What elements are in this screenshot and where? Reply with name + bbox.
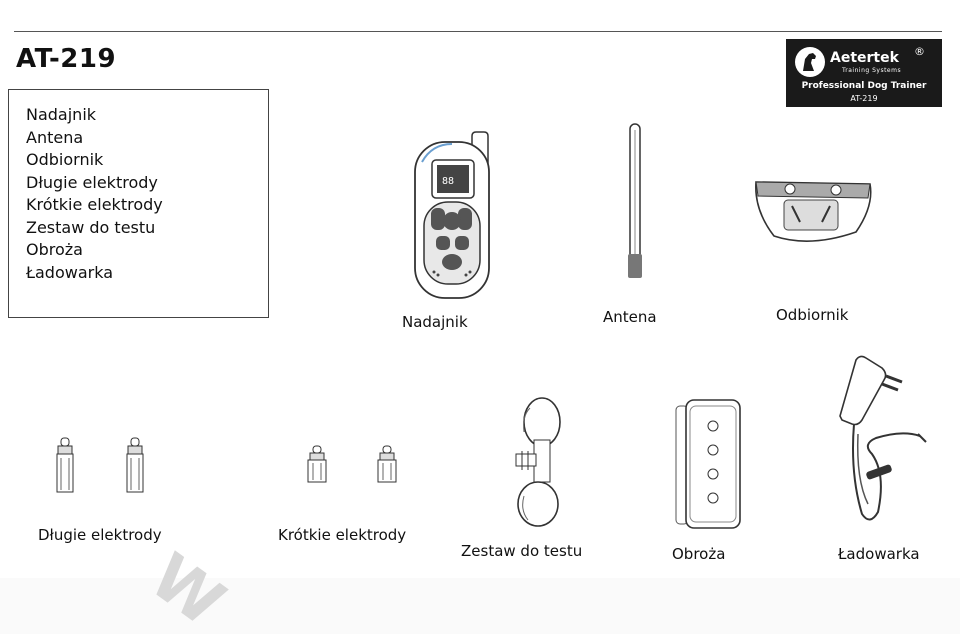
list-item: Zestaw do testu (26, 217, 156, 237)
contents-list-box (8, 89, 269, 318)
logo-subtitle: Professional Dog Trainer (801, 81, 927, 91)
caption-receiver: Odbiornik (776, 306, 849, 324)
list-item: Ładowarka (26, 262, 113, 282)
caption-collar: Obroża (672, 545, 726, 563)
transmitter-image (412, 132, 496, 302)
svg-text:88: 88 (442, 176, 455, 187)
model-title: AT-219 (16, 44, 117, 74)
list-item: Krótkie elektrody (26, 195, 163, 214)
list-item: Antena (26, 127, 84, 147)
caption-charger: Ładowarka (838, 545, 920, 563)
caption-short-electrodes: Krótkie elektrody (278, 526, 407, 544)
list-item: Obroża (26, 240, 83, 259)
watermark-graphic: W (136, 540, 238, 641)
brand-logo (786, 39, 942, 107)
caption-antenna: Antena (603, 308, 657, 326)
collar-image (672, 398, 744, 532)
antenna-image (624, 124, 646, 280)
logo-model: AT-219 (850, 94, 878, 103)
receiver-image (750, 176, 876, 246)
list-item: Odbiornik (26, 150, 104, 169)
short-electrodes-image (304, 446, 398, 484)
list-item: Długie elektrody (26, 172, 158, 192)
caption-transmitter: Nadajnik (402, 313, 468, 331)
caption-long-electrodes: Długie elektrody (38, 526, 162, 544)
long-electrodes-image (52, 438, 152, 494)
logo-tagline: Training Systems (842, 67, 902, 74)
test-kit-image (508, 396, 562, 528)
list-item: Nadajnik (26, 105, 97, 124)
header-rule (14, 31, 942, 32)
dog-logo-icon (794, 45, 826, 79)
logo-brand: Aetertek (830, 50, 899, 66)
logo-registered: ® (914, 45, 925, 58)
caption-test-kit: Zestaw do testu (461, 542, 583, 560)
charger-image (832, 354, 928, 530)
